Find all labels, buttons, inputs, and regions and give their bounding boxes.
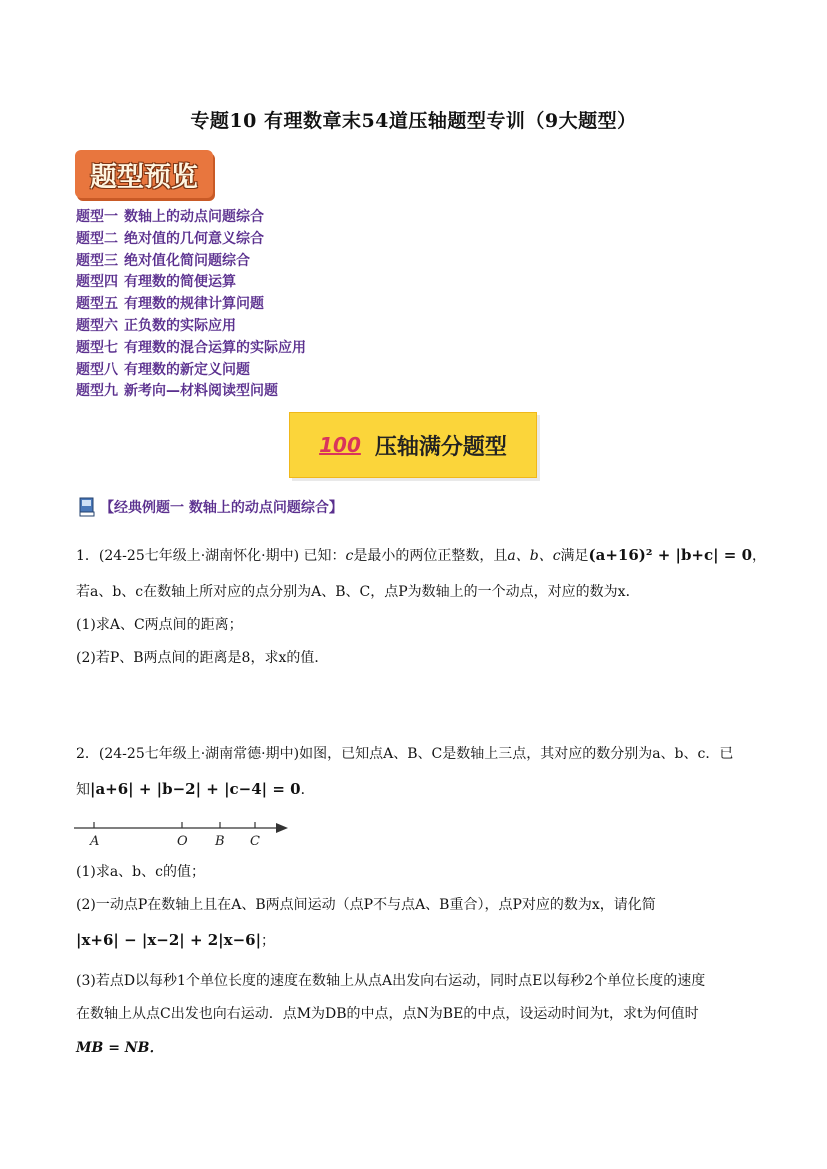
hundred-points-icon: 100 xyxy=(319,433,361,457)
q2-sub1: (1)求a、b、c的值； xyxy=(76,864,205,880)
full-score-banner xyxy=(289,412,537,478)
overview-badge: 题型预览 xyxy=(75,150,213,198)
topic-item[interactable]: 题型九 新考向—材料阅读型问题 xyxy=(76,383,278,400)
q1-sub1: (1)求A、C两点间的距离； xyxy=(76,617,243,633)
topic-item[interactable]: 题型一 数轴上的动点问题综合 xyxy=(76,209,264,225)
topic-item[interactable]: 题型五 有理数的规律计算问题 xyxy=(76,296,264,313)
q2-sub3-line2: 在数轴上从点C出发也向右运动．点M为DB的中点，点N为BE的中点，设运动时间为t，求t为何值时 xyxy=(76,1006,699,1022)
q2-line2: 知|a+6| + |b−2| + |c−4| = 0． xyxy=(76,780,315,798)
q1-line1: 1．(24-25七年级上·湖南怀化·期中) 已知：c是最小的两位正整数，且a、b、c满足(a+16)² + |b+c| = 0， xyxy=(76,546,767,564)
q1-sub2: (2)若P、B两点间的距离是8，求x的值． xyxy=(76,650,329,666)
book-icon xyxy=(78,497,96,517)
section-title: 【经典例题一 数轴上的动点问题综合】 xyxy=(100,500,343,516)
topic-item[interactable]: 题型三 绝对值化简问题综合 xyxy=(76,252,250,269)
q2-sub2-line1: (2)一动点P在数轴上且在A、B两点间运动（点P不与点A、B重合），点P对应的数为x，请化简 xyxy=(76,897,656,913)
axis-label-a: A xyxy=(90,834,100,849)
q2-line1: 2．(24-25七年级上·湖南常德·期中)如图，已知点A、B、C是数轴上三点，其对应的数分别为a、b、c．已 xyxy=(76,746,734,762)
q2-condition: |a+6| + |b−2| + |c−4| = 0 xyxy=(90,780,301,798)
q2-sub2-line2: |x+6| − |x−2| + 2|x−6|； xyxy=(76,931,276,949)
q2-sub3-line3: MB = NB． xyxy=(76,1040,164,1056)
axis-label-b: B xyxy=(215,834,225,849)
topic-item[interactable]: 题型四 有理数的简便运算 xyxy=(76,274,236,291)
axis-label-c: C xyxy=(250,834,260,849)
section-heading xyxy=(78,497,343,517)
page-title: 专题10 有理数章末54道压轴题型专训（9大题型） xyxy=(190,110,637,132)
q2-expression: |x+6| − |x−2| + 2|x−6| xyxy=(76,931,262,949)
topic-list xyxy=(76,207,306,403)
q1-line2: 若a、b、c在数轴上所对应的点分别为A、B、C，点P为数轴上的一个动点，对应的数为x． xyxy=(76,584,640,600)
banner-title: 压轴满分题型 xyxy=(374,434,507,460)
topic-item[interactable]: 题型六 正负数的实际应用 xyxy=(76,317,236,334)
q2-sub3-line1: (3)若点D以每秒1个单位长度的速度在数轴上从点A出发向右运动，同时点E以每秒2个单位长度的速度 xyxy=(76,973,706,989)
topic-item[interactable]: 题型八 有理数的新定义问题 xyxy=(76,361,250,378)
topic-item[interactable]: 题型二 绝对值的几何意义综合 xyxy=(76,230,264,247)
number-line xyxy=(74,818,294,850)
topic-item[interactable]: 题型七 有理数的混合运算的实际应用 xyxy=(76,339,306,356)
q1-condition: (a+16)² + |b+c| = 0 xyxy=(588,546,753,564)
axis-label-o: O xyxy=(177,834,188,849)
